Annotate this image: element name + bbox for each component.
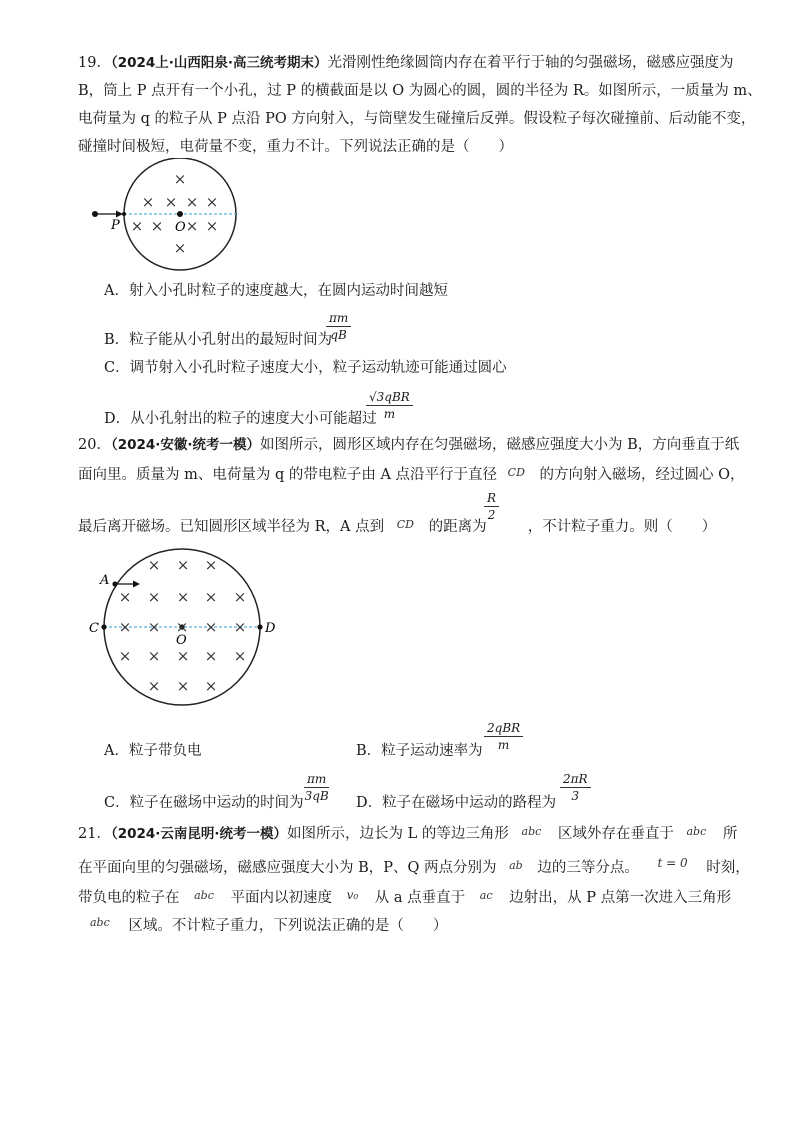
field-cross: × <box>185 193 199 211</box>
q19-option-C: C．调节射入小孔时粒子速度大小，粒子运动轨迹可能通过圆心 <box>104 360 507 376</box>
q20-arrow-head <box>133 581 140 588</box>
q20-figure <box>85 547 280 715</box>
field-cross: × <box>147 588 161 606</box>
q19-arrow-head <box>116 211 123 218</box>
q19-option-B: B．粒子能从小孔射出的最短时间为 <box>104 332 333 348</box>
field-cross: × <box>176 588 190 606</box>
field-cross: × <box>164 193 178 211</box>
q19-line-1: 19．（2024上·山西阳泉·高三统考期末）光滑刚性绝缘圆筒内存在着平行于轴的匀强磁场，磁感应强度为 <box>78 55 734 71</box>
q20-option-C: C．粒子在磁场中运动的时间为 <box>104 795 304 811</box>
q20-option-B: B．粒子运动速率为 <box>356 743 483 759</box>
field-cross: × <box>118 588 132 606</box>
field-cross: × <box>204 588 218 606</box>
field-cross: × <box>147 556 161 574</box>
field-cross: × <box>205 217 219 235</box>
q19-source: （2024上·山西阳泉·高三统考期末） <box>110 55 328 71</box>
q19-figure <box>85 158 255 273</box>
field-cross: × <box>233 618 247 636</box>
q20-source: （2024·安徽·统考一模） <box>110 437 261 453</box>
field-cross: × <box>176 647 190 665</box>
q21-line-1: 21．（2024·云南昆明·统考一模）如图所示，边长为 L 的等边三角形 $^{abc}$ 区域外存在垂直于 $^{abc}$ 所 <box>78 825 738 842</box>
q20-option-A: A．粒子带负电 <box>104 743 202 759</box>
q19-label-O: O <box>175 220 186 235</box>
q19-option-A: A．射入小孔时粒子的速度越大，在圆内运动时间越短 <box>104 283 448 299</box>
q19-option-D: D．从小孔射出的粒子的速度大小可能超过 <box>104 411 377 427</box>
field-cross: × <box>173 170 187 188</box>
q20-label-C: C <box>89 621 99 636</box>
q20-option-B-fraction: 2qBR m <box>484 721 523 752</box>
field-cross: × <box>204 647 218 665</box>
field-cross: × <box>176 556 190 574</box>
q20-label-D: D <box>265 621 276 636</box>
field-cross: × <box>141 193 155 211</box>
q21-line-2: 在平面向里的匀强磁场，磁感应强度大小为 B，P、Q 两点分别为 $^{ab}$ 边的三等分点。 $^{t = 0}$ 时刻， <box>78 856 750 876</box>
q20-point-D <box>257 624 262 629</box>
q20-line-2: 面向里。质量为 m、电荷量为 q 的带电粒子由 A 点沿平行于直径 $^{CD}$ 的方向射入磁场，经过圆心 O， <box>78 466 745 483</box>
field-cross: × <box>204 677 218 695</box>
field-cross: × <box>118 647 132 665</box>
field-cross: × <box>204 618 218 636</box>
q19-line-4: 碰撞时间极短，电荷量不变，重力不计。下列说法正确的是（ ） <box>78 139 513 155</box>
field-cross: × <box>150 217 164 235</box>
q20-field-crosses <box>119 556 247 695</box>
q20-label-O: O <box>176 633 187 648</box>
field-cross: × <box>205 193 219 211</box>
field-cross: × <box>173 239 187 257</box>
q19-option-B-fraction: $\frac{\pi m}{qB}$ <box>326 311 351 342</box>
q19-hole-P <box>122 212 126 216</box>
field-cross: × <box>185 217 199 235</box>
q20-label-A: A <box>100 573 110 588</box>
q19-label-P: P <box>111 218 120 233</box>
q20-option-C-fraction: $\frac{\pi m}{3qB}$ <box>304 772 329 803</box>
q19-line-2: B，筒上 P 点开有一个小孔，过 P 的横截面是以 O 为圆心的圆，圆的半径为 R。如图所示，一质量为 m、 <box>78 83 762 99</box>
q20-distance-fraction: $\frac{R}{2}$ <box>484 491 499 522</box>
field-cross: × <box>233 647 247 665</box>
field-cross: × <box>204 556 218 574</box>
q21-line-3: 带负电的粒子在 $^{abc}$ 平面内以初速度 $^{v_0}$ 从 a 点垂直于 $^{ac}$ 边射出，从 P 点第一次进入三角形 <box>78 888 732 906</box>
q19-option-D-fraction: √3qBR m <box>366 390 413 421</box>
field-cross: × <box>147 647 161 665</box>
field-cross: × <box>175 618 189 636</box>
q20-point-C <box>101 624 106 629</box>
field-cross: × <box>233 588 247 606</box>
q21-source: （2024·云南昆明·统考一模） <box>110 826 288 842</box>
field-cross: × <box>147 677 161 695</box>
q19-center-dot <box>177 211 183 217</box>
q20-line-1: 20．（2024·安徽·统考一模）如图所示，圆形区域内存在匀强磁场，磁感应强度大小为 B，方向垂直于纸 <box>78 437 740 453</box>
q19-line-3: 电荷量为 q 的粒子从 P 点沿 PO 方向射入，与筒壁发生碰撞后反弹。假设粒子每次碰撞前、后动能不变， <box>78 111 756 127</box>
field-cross: × <box>176 677 190 695</box>
field-cross: × <box>130 217 144 235</box>
field-cross: × <box>118 618 132 636</box>
q21-line-4: $^{abc}$ 区域。不计粒子重力，下列说法正确的是（ ） <box>90 916 448 934</box>
q20-option-D-fraction: $\frac{2\pi R}{3}$ <box>560 772 591 803</box>
q20-line-3: 最后离开磁场。已知圆形区域半径为 R，A 点到 $^{CD}$ 的距离为 ，不计粒子重力。则（ ） <box>78 518 717 535</box>
q20-option-D: D．粒子在磁场中运动的路程为 <box>356 795 557 811</box>
field-cross: × <box>147 618 161 636</box>
